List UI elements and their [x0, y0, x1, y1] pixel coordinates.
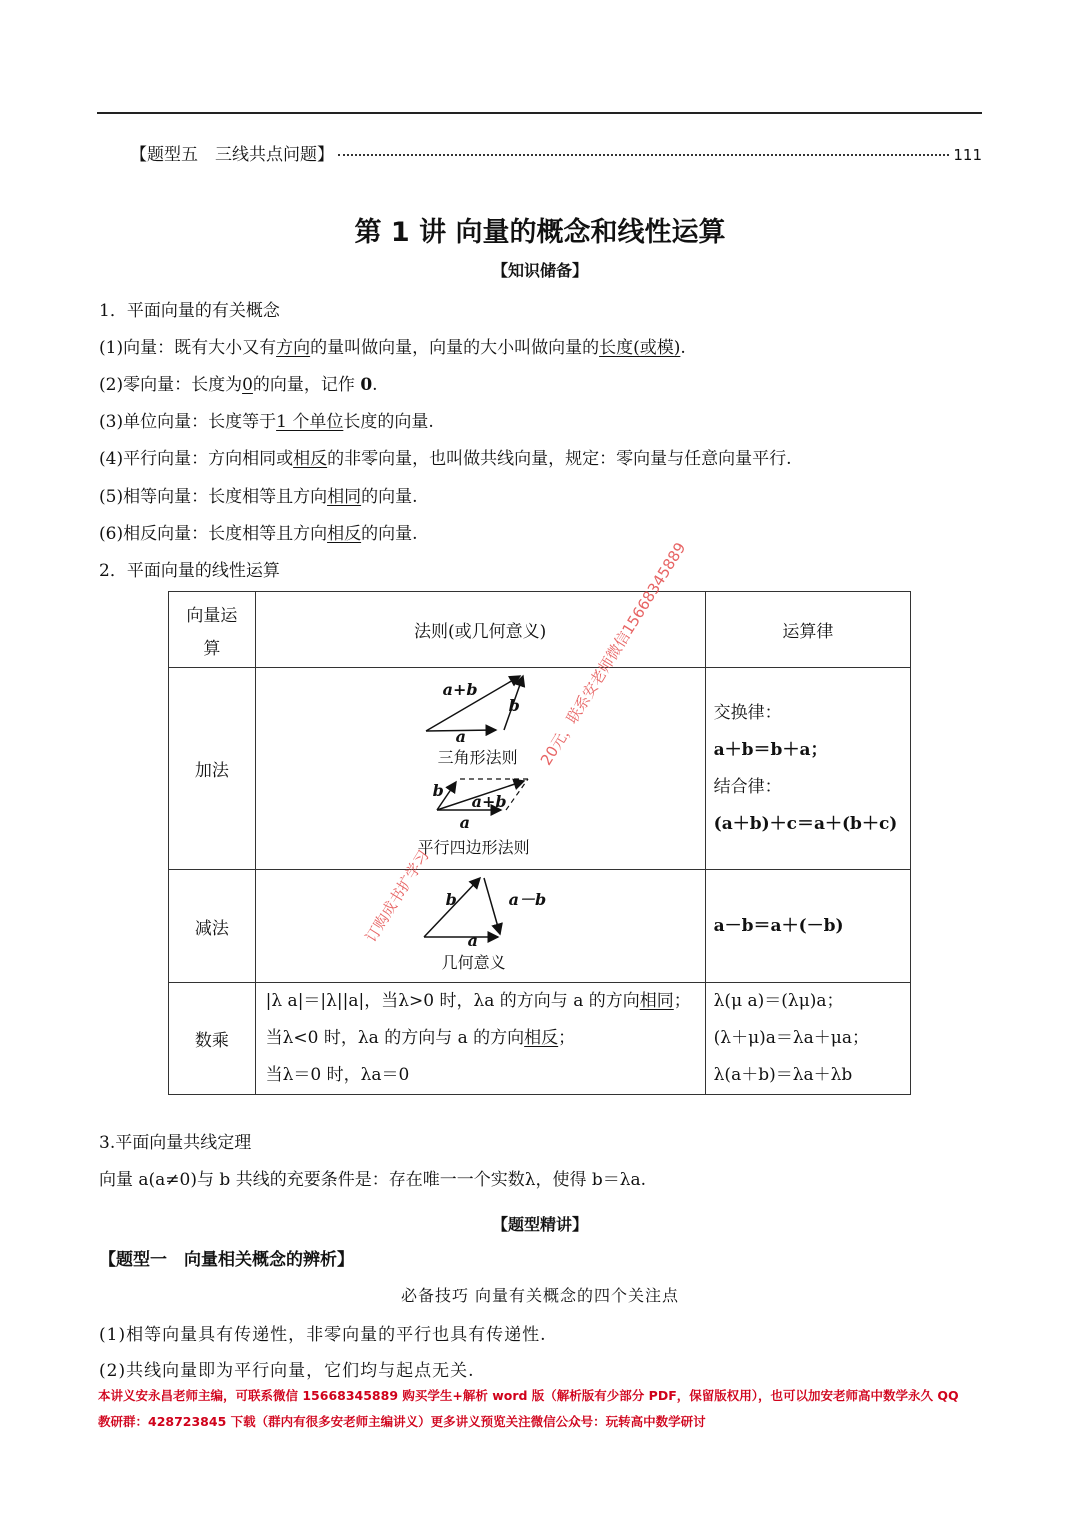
watermark-lower: 订购成书扩学习	[361, 846, 433, 946]
underlined-term: 相反	[293, 449, 328, 469]
underlined-term: 相反	[524, 1028, 559, 1048]
section-knowledge-heading: 【知识储备】	[491, 261, 588, 280]
tri-label-a: a	[455, 727, 467, 746]
concept-item-3: (3)单位向量：长度等于1 个单位长度的向量.	[99, 412, 434, 432]
concept-item-2: (2)零向量：长度为0的向量，记作 0.	[99, 375, 378, 395]
concept-item-5: (5)相等向量：长度相等且方向相同的向量.	[99, 487, 418, 507]
tip-point-1: (1)相等向量具有传递性，非零向量的平行也具有传递性.	[99, 1325, 547, 1345]
sub-label-diff: a－b	[508, 890, 547, 909]
sub-vector-diff	[484, 878, 500, 934]
addition-diagrams	[255, 668, 705, 870]
header-cell-laws: 运算律	[705, 592, 910, 668]
tri-label-sum: a+b	[442, 680, 478, 699]
collinear-heading: 3.平面向量共线定理	[99, 1133, 252, 1153]
footer-notice-line-2: 教研群：428723845 下载（群内有很多安老师主编讲义）更多讲义预览关注微信公众号：玩转高中数学研讨	[98, 1414, 706, 1429]
op-name-scalar: 数乘	[169, 983, 256, 1095]
sub-label-a: a	[467, 931, 479, 950]
collinear-theorem: 向量 a(a≠0)与 b 共线的充要条件是：存在唯一一个实数λ，使得 b＝λa.	[99, 1170, 647, 1190]
underlined-term: 1 个单位	[276, 412, 344, 432]
underlined-term: 相反	[327, 524, 362, 544]
underlined-term: 相同	[327, 487, 362, 507]
zero-vector-symbol: 0	[360, 375, 373, 395]
header-rule	[97, 112, 982, 114]
para-label-b: b	[432, 781, 444, 800]
concept-item-4: (4)平行向量：方向相同或相反的非零向量，也叫做共线向量，规定：零向量与任意向量平行.	[99, 449, 792, 469]
header-cell-rule: 法则(或几何意义)	[255, 592, 705, 668]
parallelogram-rule-caption: 平行四边形法则	[417, 838, 530, 857]
underlined-term: 0	[242, 375, 253, 395]
tip-title: 必备技巧 向量有关概念的四个关注点	[400, 1286, 680, 1305]
table-row-addition	[169, 668, 911, 870]
ops-heading: 2．平面向量的线性运算	[99, 561, 280, 581]
concepts-heading: 1．平面向量的有关概念	[99, 301, 280, 321]
subtraction-caption: 几何意义	[441, 953, 506, 972]
concept-item-6: (6)相反向量：长度相等且方向相反的向量.	[99, 524, 418, 544]
concept-item-1: (1)向量：既有大小又有方向的量叫做向量，向量的大小叫做向量的长度(或模).	[99, 338, 686, 358]
op-name-subtraction: 减法	[169, 870, 256, 983]
toc-label: 【题型五 三线共点问题】	[130, 145, 334, 165]
sub-label-b: b	[445, 890, 457, 909]
para-label-sum: a+b	[471, 792, 507, 811]
tri-label-b: b	[508, 696, 520, 715]
scalar-rules: |λ a|＝|λ||a|，当λ>0 时，λa 的方向与 a 的方向相同； 当λ<0 时，λa 的方向与 a 的方向相反； 当λ＝0 时，λa＝0	[255, 983, 705, 1095]
table-row-scalar	[169, 983, 911, 1095]
triangle-rule-caption: 三角形法则	[437, 748, 518, 767]
underlined-term: 方向	[276, 338, 311, 358]
footer-notice-line-1: 本讲义安永昌老师主编，可联系微信 15668345889 购买学生+解析 word 版（解析版有少部分 PDF，保留版权用），也可以加安老师高中数学永久 QQ	[98, 1388, 959, 1403]
type1-heading: 【题型一 向量相关概念的辨析】	[99, 1250, 354, 1270]
header-cell-operation: 向量运 算	[169, 592, 256, 668]
underlined-term: 相同	[639, 991, 674, 1011]
toc-leader-dots	[338, 154, 949, 156]
linear-operations-table	[168, 591, 911, 1095]
underlined-term: 长度(或模)	[599, 338, 681, 358]
table-header-row	[169, 592, 911, 668]
subtraction-law: a－b＝a＋(－b)	[705, 870, 910, 983]
addition-laws: 交换律： a＋b＝b＋a； 结合律： (a＋b)＋c＝a＋(b＋c)	[705, 668, 910, 870]
toc-entry[interactable]	[130, 140, 982, 166]
subtraction-diagram	[255, 870, 705, 983]
para-label-a: a	[459, 813, 471, 832]
lesson-title: 第 1 讲 向量的概念和线性运算	[354, 217, 726, 248]
scalar-laws: λ(μ a)＝(λμ)a； (λ＋μ)a＝λa＋μa； λ(a＋b)＝λa＋λb	[705, 983, 910, 1095]
watermark-upper: 20元，联系安老师微信15668345889	[536, 539, 690, 769]
tip-point-2: (2)共线向量即为平行向量，它们均与起点无关.	[99, 1361, 475, 1381]
op-name-addition: 加法	[169, 668, 256, 870]
toc-page-number: 111	[953, 146, 982, 164]
section-types-heading: 【题型精讲】	[491, 1215, 588, 1234]
table-row-subtraction	[169, 870, 911, 983]
